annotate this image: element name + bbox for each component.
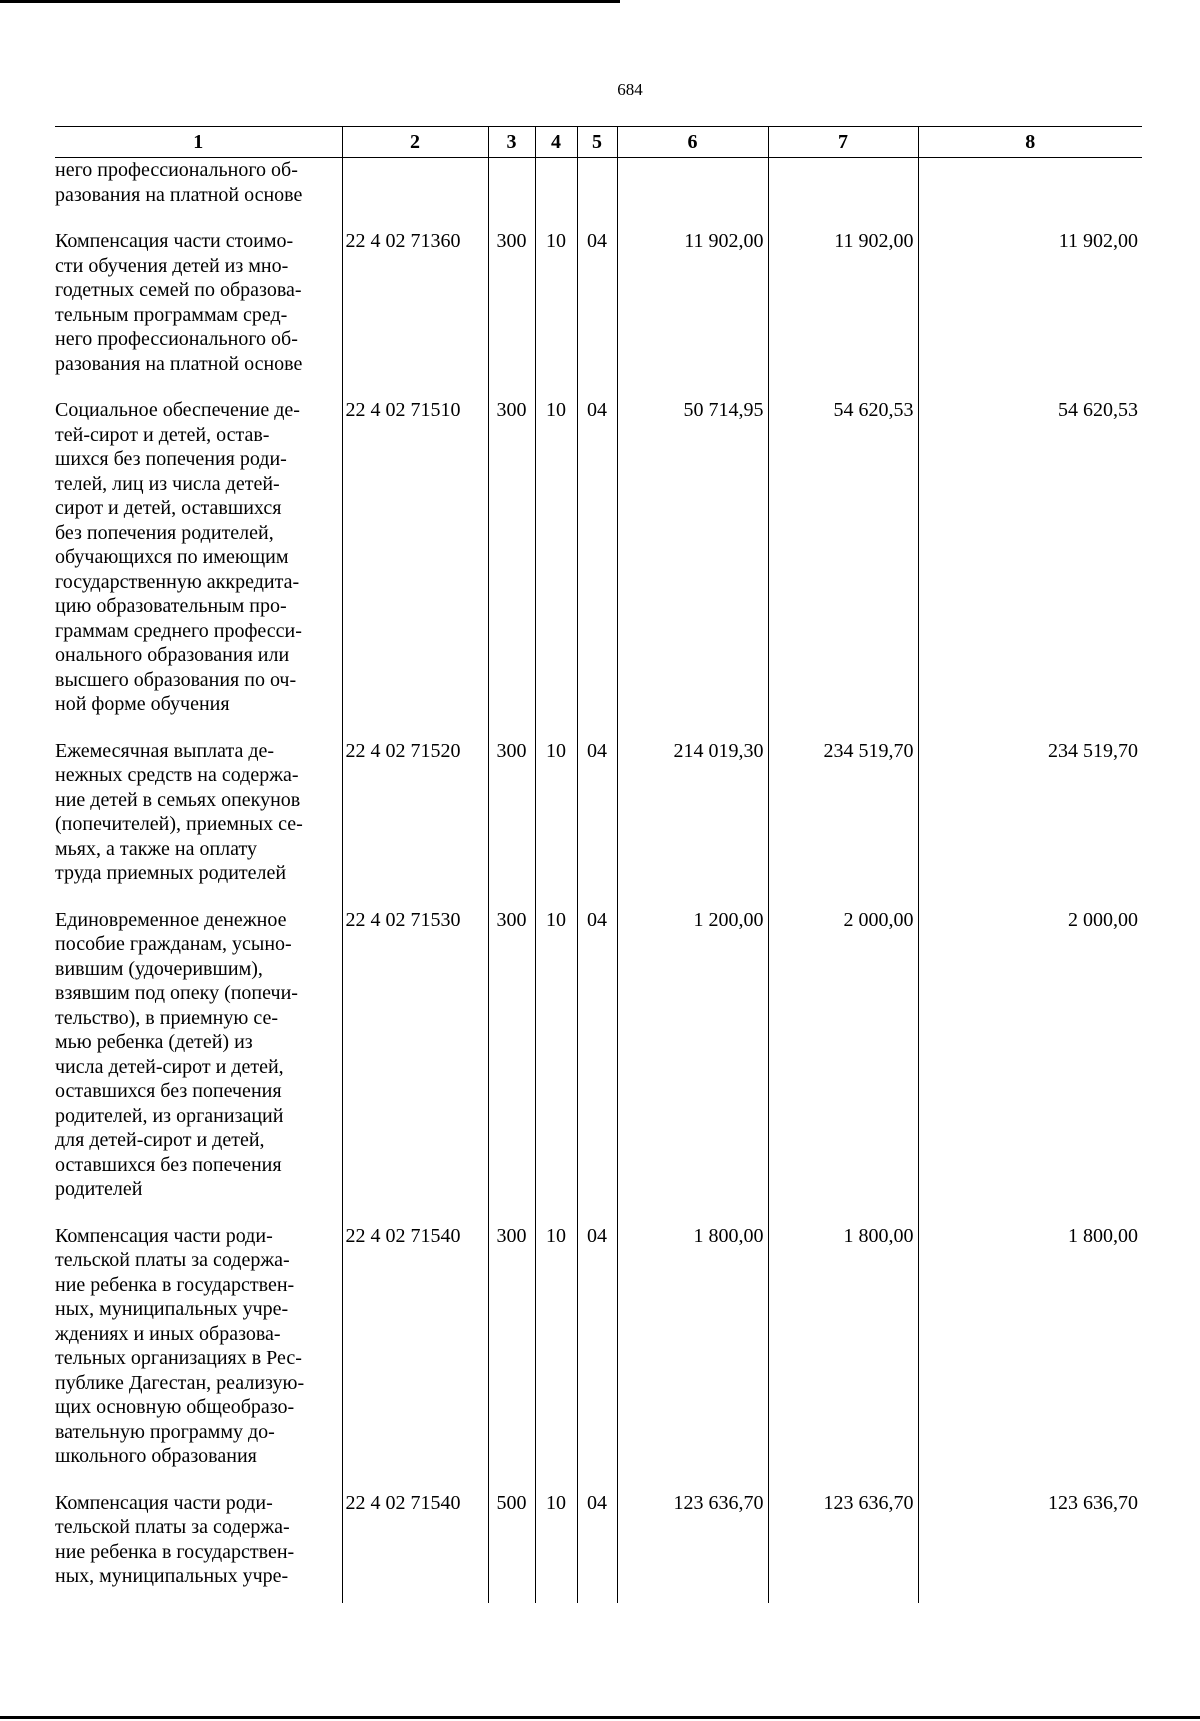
row-col5 xyxy=(577,158,617,230)
row-amount-6: 1 800,00 xyxy=(617,1224,768,1491)
row-amount-8 xyxy=(918,158,1142,230)
row-code: 22 4 02 71360 xyxy=(342,229,488,398)
row-amount-8: 54 620,53 xyxy=(918,398,1142,739)
table-row xyxy=(55,1491,1142,1603)
row-col4: 10 xyxy=(535,229,577,398)
table-row xyxy=(55,229,1142,398)
table-row xyxy=(55,908,1142,1224)
row-description: Компенсация части стоимо- сти обучения детей из мно- годетных семей по образова- тельным программам сред- него профессионального об- разования на платной основе xyxy=(55,230,303,375)
row-col4: 10 xyxy=(535,908,577,1224)
row-amount-8: 234 519,70 xyxy=(918,739,1142,908)
row-amount-6 xyxy=(617,158,768,230)
row-col5: 04 xyxy=(577,398,617,739)
row-col4: 10 xyxy=(535,1491,577,1603)
row-code: 22 4 02 71520 xyxy=(342,739,488,908)
row-code xyxy=(342,158,488,230)
row-col3: 300 xyxy=(488,1224,535,1491)
col-header-6: 6 xyxy=(617,127,768,158)
page-number: 684 xyxy=(617,80,643,99)
row-description: Ежемесячная выплата де- нежных средств на содержа- ние детей в семьях опекунов (попечителей), приемных се- мьях, а также на оплату труда приемных родителей xyxy=(55,739,303,884)
row-amount-7: 2 000,00 xyxy=(768,908,918,1224)
row-code: 22 4 02 71540 xyxy=(342,1491,488,1603)
row-col3: 300 xyxy=(488,739,535,908)
row-description: Социальное обеспечение де- тей-сирот и детей, остав- шихся без попечения роди- телей, лиц из числа детей- сирот и детей, оставшихся без попечения родителей, обучающихся по имеющим государственную аккредита- цию образовательным про- граммам среднего професси- онального образования или высшего образования по оч- ной форме обучения xyxy=(55,399,302,715)
row-amount-8: 11 902,00 xyxy=(918,229,1142,398)
row-description: Компенсация части роди- тельской платы за содержа- ние ребенка в государствен- ных, муниципальных учре- ждениях и иных образова- тельных организациях в Рес- публике Дагестан, реализую- щих основную общеобразо- вательную программу до- школьного образования xyxy=(55,1224,305,1467)
row-amount-7 xyxy=(768,158,918,230)
row-description: Компенсация части роди- тельской платы за содержа- ние ребенка в государствен- ных, муниципальных учре- xyxy=(55,1491,295,1587)
row-col3: 300 xyxy=(488,908,535,1224)
row-amount-7: 1 800,00 xyxy=(768,1224,918,1491)
row-amount-6: 1 200,00 xyxy=(617,908,768,1224)
row-amount-6: 214 019,30 xyxy=(617,739,768,908)
row-col3: 300 xyxy=(488,229,535,398)
row-amount-6: 11 902,00 xyxy=(617,229,768,398)
row-col5: 04 xyxy=(577,908,617,1224)
row-col5: 04 xyxy=(577,1491,617,1603)
row-col5: 04 xyxy=(577,739,617,908)
row-col3: 300 xyxy=(488,398,535,739)
col-header-1: 1 xyxy=(55,127,342,158)
row-col3 xyxy=(488,158,535,230)
row-col4: 10 xyxy=(535,398,577,739)
row-col4: 10 xyxy=(535,1224,577,1491)
table-row xyxy=(55,1224,1142,1491)
row-description: него профессионального об- разования на платной основе xyxy=(55,159,303,206)
row-amount-8: 1 800,00 xyxy=(918,1224,1142,1491)
row-code: 22 4 02 71540 xyxy=(342,1224,488,1491)
row-amount-7: 123 636,70 xyxy=(768,1491,918,1603)
row-col5: 04 xyxy=(577,229,617,398)
row-col5: 04 xyxy=(577,1224,617,1491)
row-amount-8: 2 000,00 xyxy=(918,908,1142,1224)
row-amount-6: 123 636,70 xyxy=(617,1491,768,1603)
row-amount-6: 50 714,95 xyxy=(617,398,768,739)
row-col4: 10 xyxy=(535,739,577,908)
budget-table xyxy=(55,126,1142,1603)
col-header-3: 3 xyxy=(488,127,535,158)
row-amount-7: 54 620,53 xyxy=(768,398,918,739)
row-amount-7: 11 902,00 xyxy=(768,229,918,398)
row-amount-7: 234 519,70 xyxy=(768,739,918,908)
table-row xyxy=(55,398,1142,739)
row-amount-8: 123 636,70 xyxy=(918,1491,1142,1603)
row-code: 22 4 02 71530 xyxy=(342,908,488,1224)
top-rule xyxy=(0,0,620,3)
table-row xyxy=(55,739,1142,908)
row-col4 xyxy=(535,158,577,230)
row-description: Единовременное денежное пособие гражданам, усыно- вившим (удочерившим), взявшим под опеку (попечи- тельство), в приемную се- мью ребенка (детей) из числа детей-сирот и детей, оставшихся без попечения родителей, из организаций для детей-сирот и детей, оставшихся без попечения родителей xyxy=(55,908,298,1200)
row-code: 22 4 02 71510 xyxy=(342,398,488,739)
col-header-7: 7 xyxy=(768,127,918,158)
row-col3: 500 xyxy=(488,1491,535,1603)
header-row xyxy=(55,127,1142,158)
table-row xyxy=(55,158,1142,230)
col-header-5: 5 xyxy=(577,127,617,158)
col-header-8: 8 xyxy=(918,127,1142,158)
col-header-4: 4 xyxy=(535,127,577,158)
col-header-2: 2 xyxy=(342,127,488,158)
bottom-rule xyxy=(0,1716,1200,1719)
